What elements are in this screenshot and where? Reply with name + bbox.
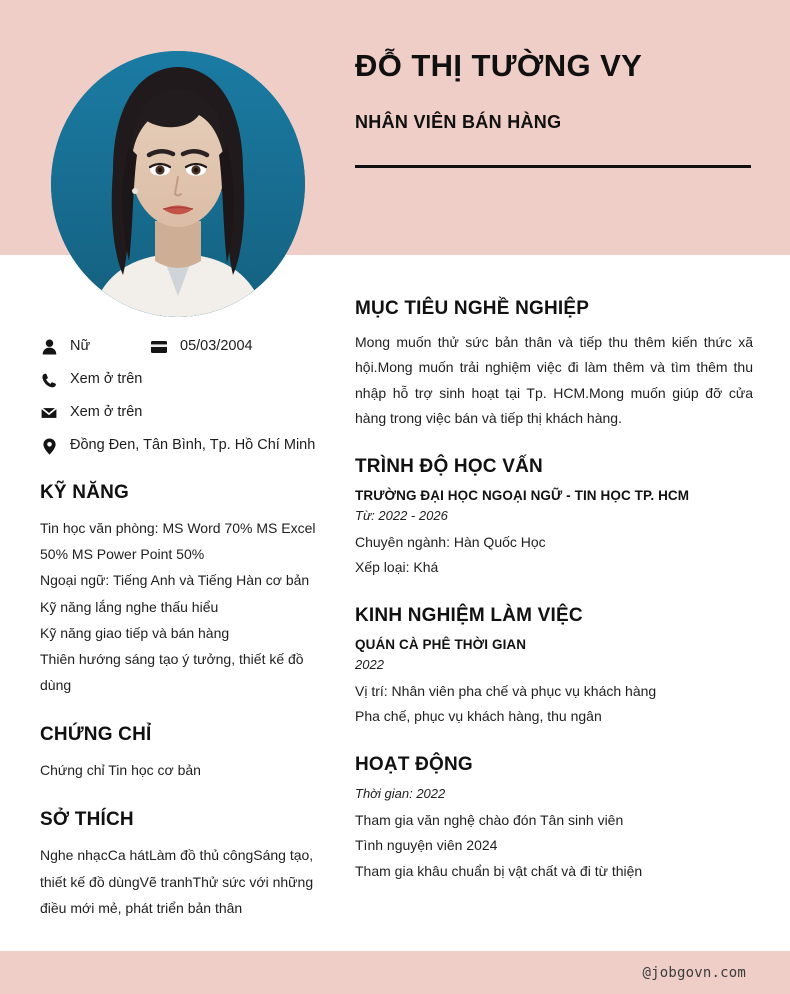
contact-phone-value: Xem ở trên [70,371,143,388]
skills-line: Ngoại ngữ: Tiếng Anh và Tiếng Hàn cơ bản [40,572,310,589]
skills-line: Tin học văn phòng: MS Word 70% MS Excel 50% MS Power Point 50% [40,520,316,563]
activities-period: Thời gian: 2022 [355,785,446,801]
contact-email-value: Xem ở trên [70,404,143,421]
experience-line: Pha chế, phục vụ khách hàng, thu ngân [355,708,602,725]
contact-email [40,402,142,423]
contact-row [40,402,328,423]
contact-row [40,435,328,456]
location-pin-icon [40,437,58,455]
envelope-icon [40,404,58,422]
page-title: ĐỖ THỊ TƯỜNG VY [355,48,643,83]
education-school: TRƯỜNG ĐẠI HỌC NGOẠI NGỮ - TIN HỌC TP. HCM [355,487,690,503]
profile-photo [51,51,305,317]
header-divider [355,165,751,168]
education-line: Xếp loại: Khá [355,559,439,576]
section-heading-objective: MỤC TIÊU NGHỀ NGHIỆP [355,298,590,319]
profile-photo-image [51,51,305,317]
right-column [355,298,753,908]
section-heading-hobbies: SỞ THÍCH [40,809,134,831]
contact-row [40,369,328,390]
job-title: NHÂN VIÊN BÁN HÀNG [355,111,562,132]
activity-line: Tình nguyện viên 2024 [355,837,498,854]
section-experience [355,605,753,730]
section-heading-activities: HOẠT ĐỘNG [355,753,473,775]
certificate-line: Chứng chỉ Tin học cơ bản [40,762,201,779]
section-heading-certificates: CHỨNG CHỈ [40,724,152,746]
section-education [355,456,753,581]
activity-line: Tham gia văn nghệ chào đón Tân sinh viên [355,811,624,828]
contact-row [40,336,328,357]
skills-line: Thiên hướng sáng tạo ý tưởng, thiết kế đồ dùng [40,650,304,694]
contact-list [40,336,328,456]
education-line: Chuyên ngành: Hàn Quốc Học [355,533,546,550]
section-objective [355,298,753,432]
section-heading-skills: KỸ NĂNG [40,482,130,504]
phone-icon [40,371,58,389]
contact-phone [40,369,142,390]
contact-gender [40,336,150,357]
section-skills [40,482,328,698]
skills-line: Kỹ năng lắng nghe thấu hiểu [40,598,219,615]
contact-gender-value: Nữ [70,338,91,354]
experience-company: QUÁN CÀ PHÊ THỜI GIAN [355,636,527,652]
experience-period: 2022 [355,656,384,672]
section-hobbies [40,809,328,921]
objective-body: Mong muốn thử sức bản thân và tiếp thu thêm kiến thức xã hội.Mong muốn trải nghiệm việc đi làm thêm và tìm thêm thu nhập hỗ trợ sinh hoạt tại Tp. HCM.Mong muốn giúp đỡ cửa hàng trong việc bán và tiếp thị khách hàng. [355,334,753,427]
section-activities [355,754,753,884]
hobby-line: Nghe nhạcCa hátLàm đồ thủ côngSáng tạo, thiết kế đồ dùngVẽ tranhThử sức với những điều mới mẻ, phát triển bản thân [40,847,314,916]
footer-watermark: @jobgovn.com [642,965,746,981]
contact-address [40,435,315,456]
header-text-block [355,48,755,133]
section-heading-experience: KINH NGHIỆM LÀM VIỆC [355,604,583,626]
person-icon [40,338,58,356]
contact-dob-value: 05/03/2004 [180,338,253,354]
section-heading-education: TRÌNH ĐỘ HỌC VẤN [355,455,543,477]
activity-line: Tham gia khâu chuẩn bị vật chất và đi từ thiện [355,862,643,879]
skills-line: Kỹ năng giao tiếp và bán hàng [40,624,230,641]
contact-dob [150,336,253,357]
left-column [40,336,328,921]
education-period: Từ: 2022 - 2026 [355,507,448,523]
experience-line: Vị trí: Nhân viên pha chế và phục vụ khách hàng [355,682,657,699]
contact-address-value: Đồng Đen, Tân Bình, Tp. Hồ Chí Minh [70,437,316,454]
section-certificates [40,724,328,783]
calendar-icon [150,338,168,356]
